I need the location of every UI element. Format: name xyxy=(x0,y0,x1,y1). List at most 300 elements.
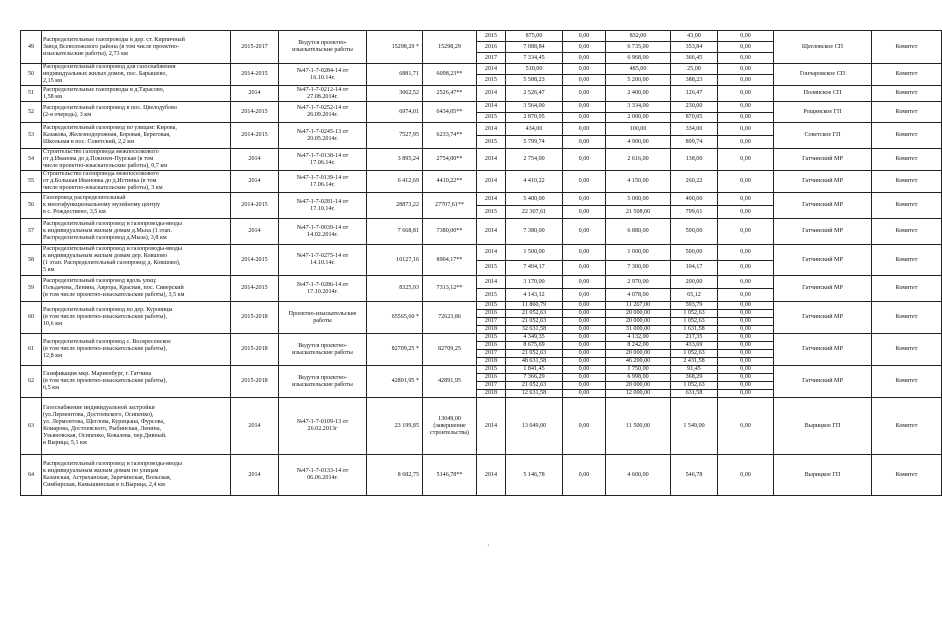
construction-period: 2014-2015 xyxy=(231,123,279,149)
customer: Комитет xyxy=(872,86,942,102)
customer: Комитет xyxy=(872,102,942,123)
total-amount: 5 146,78 xyxy=(506,455,563,496)
estimated-cost: 3062,52 xyxy=(367,86,423,102)
description-line: (2-я очередь), 3 км xyxy=(43,112,92,118)
total-amount: 21 052,63 xyxy=(506,310,563,318)
federal-budget: 0,00 xyxy=(563,318,606,326)
local-budget: 217,35 xyxy=(671,334,718,342)
local-budget: 25,00 xyxy=(671,64,718,75)
local-budget: 1 052,63 xyxy=(671,318,718,326)
local-budget: 368,29 xyxy=(671,374,718,382)
estimated-cost: 42891,95 * xyxy=(367,366,423,398)
total-amount: 1 500,00 xyxy=(506,245,563,261)
permit-line: №47-1-7-0245-13 от xyxy=(296,128,349,135)
customer: Комитет xyxy=(872,123,942,149)
total-amount: 4 143,12 xyxy=(506,289,563,302)
object-description xyxy=(42,366,231,398)
local-budget: 1 052,63 xyxy=(671,382,718,390)
year: 2014 xyxy=(477,149,506,171)
permit-line: изыскательские работы xyxy=(292,349,353,356)
description-line: Строительство газопровода межпоселкового xyxy=(43,149,159,155)
total-amount: 1 841,45 xyxy=(506,366,563,374)
permit-document xyxy=(279,171,367,193)
permit-line: Ведутся проектно- xyxy=(298,342,347,349)
federal-budget: 0,00 xyxy=(563,358,606,366)
permit-line: №47-1-7-0039-14 от xyxy=(296,224,349,231)
year: 2014 xyxy=(477,123,506,136)
year: 2016 xyxy=(477,374,506,382)
municipality: Гатчинский МР xyxy=(774,366,872,398)
table-row xyxy=(21,398,942,455)
description-line: изыскательские работы), 2,73 км xyxy=(43,50,128,57)
year: 2018 xyxy=(477,326,506,334)
permit-line: №47-1-7-0275-14 от xyxy=(296,253,349,259)
federal-budget: 0,00 xyxy=(563,398,606,455)
local-budget: 230,00 xyxy=(671,102,718,113)
federal-budget: 0,00 xyxy=(563,366,606,374)
local-budget: 1 052,63 xyxy=(671,350,718,358)
description-line: от д.Большая Ивановка до д.Истинка (в том xyxy=(43,178,157,184)
permit-document xyxy=(279,334,367,366)
customer: Комитет xyxy=(872,334,942,366)
total-amount: 22 307,61 xyxy=(506,206,563,219)
permit-document xyxy=(279,219,367,245)
regional-budget: 8 242,00 xyxy=(606,342,671,350)
regional-budget: 4 900,00 xyxy=(606,136,671,149)
other-sources: 0,00 xyxy=(718,350,774,358)
customer: Комитет xyxy=(872,193,942,219)
object-description xyxy=(42,398,231,455)
customer: Комитет xyxy=(872,398,942,455)
federal-budget: 0,00 xyxy=(563,75,606,86)
year: 2017 xyxy=(477,53,506,64)
federal-budget: 0,00 xyxy=(563,390,606,398)
federal-budget: 0,00 xyxy=(563,455,606,496)
description-line: Казанская, Астраханская, Заречинская, Вольская, xyxy=(43,475,172,481)
other-sources: 0,00 xyxy=(718,334,774,342)
municipality: Вырицкое ГП xyxy=(774,398,872,455)
other-sources: 0,00 xyxy=(718,374,774,382)
total-amount: 7 088,84 xyxy=(506,42,563,53)
permit-document xyxy=(279,102,367,123)
federal-budget: 0,00 xyxy=(563,123,606,136)
permit-document xyxy=(279,398,367,455)
description-line: (в том числе проектно-изыскательские работы), xyxy=(43,314,167,320)
construction-period: 2015-2018 xyxy=(231,334,279,366)
other-sources: 0,00 xyxy=(718,136,774,149)
estimated-cost: 82709,25 * xyxy=(367,334,423,366)
municipality: Гатчинский МР xyxy=(774,149,872,171)
local-budget: 870,05 xyxy=(671,112,718,123)
permit-line: 06.06.2014г. xyxy=(307,475,338,481)
row-number: 64 xyxy=(21,455,42,496)
local-budget: 2 431,58 xyxy=(671,358,718,366)
federal-budget: 0,00 xyxy=(563,289,606,302)
regional-budget: 11 267,00 xyxy=(606,302,671,310)
estimated-cost: 7 668,81 xyxy=(367,219,423,245)
permit-document xyxy=(279,64,367,86)
customer: Комитет xyxy=(872,171,942,193)
description-line: (ул.Лермонтова, Достоевского, Осипенко), xyxy=(43,412,154,418)
municipality: Полянское СП xyxy=(774,86,872,102)
municipality: Щегловское СП xyxy=(774,31,872,64)
local-budget: 388,23 xyxy=(671,75,718,86)
estimated-cost: 28873,22 xyxy=(367,193,423,219)
description-line: Школьная в пос. Советский, 2,2 км xyxy=(43,139,135,145)
total-amount: 21 052,63 xyxy=(506,350,563,358)
table-row xyxy=(21,455,942,496)
year: 2014 xyxy=(477,219,506,245)
customer: Комитет xyxy=(872,455,942,496)
row-number: 52 xyxy=(21,102,42,123)
customer: Комитет xyxy=(872,245,942,276)
construction-period: 2014-2015 xyxy=(231,245,279,276)
total-amount: 2 526,47 xyxy=(506,86,563,102)
customer: Комитет xyxy=(872,276,942,302)
local-budget: 65,12 xyxy=(671,289,718,302)
object-description xyxy=(42,334,231,366)
customer: Комитет xyxy=(872,219,942,245)
permit-document xyxy=(279,31,367,64)
description-line: (в том числе проектно-изыскательские работы), xyxy=(43,378,167,384)
year: 2015 xyxy=(477,75,506,86)
federal-budget: 0,00 xyxy=(563,260,606,276)
row-number: 53 xyxy=(21,123,42,149)
municipality: Гатчинский МР xyxy=(774,219,872,245)
year: 2014 xyxy=(477,64,506,75)
other-sources: 0,00 xyxy=(718,193,774,206)
federal-budget: 0,00 xyxy=(563,310,606,318)
funding-limit-line: 13049,00 xyxy=(438,415,461,422)
construction-period: 2015-2017 xyxy=(231,31,279,64)
object-description xyxy=(42,193,231,219)
estimated-cost: 6974,01 xyxy=(367,102,423,123)
regional-budget: 7 300,00 xyxy=(606,260,671,276)
local-budget: 138,00 xyxy=(671,149,718,171)
funding-limit: 7380,00** xyxy=(423,219,477,245)
permit-line: №47-1-7-0286-14 от xyxy=(296,281,349,288)
permit-line: изыскательские работы xyxy=(292,381,353,388)
total-amount: 5 799,74 xyxy=(506,136,563,149)
regional-budget: 21 508,00 xyxy=(606,206,671,219)
federal-budget: 0,00 xyxy=(563,326,606,334)
local-budget: 1 052,63 xyxy=(671,310,718,318)
total-amount: 4 410,22 xyxy=(506,171,563,193)
other-sources: 0,00 xyxy=(718,219,774,245)
total-amount: 11 860,79 xyxy=(506,302,563,310)
federal-budget: 0,00 xyxy=(563,42,606,53)
regional-budget: 100,00 xyxy=(606,123,671,136)
year: 2015 xyxy=(477,136,506,149)
other-sources: 0,00 xyxy=(718,276,774,289)
other-sources: 0,00 xyxy=(718,171,774,193)
other-sources: 0,00 xyxy=(718,123,774,136)
other-sources: 0,00 xyxy=(718,318,774,326)
table-row xyxy=(21,302,942,310)
local-budget: 260,22 xyxy=(671,171,718,193)
table-row xyxy=(21,334,942,342)
object-description xyxy=(42,149,231,171)
other-sources: 0,00 xyxy=(718,302,774,310)
year: 2014 xyxy=(477,86,506,102)
municipality: Вырицкое ГП xyxy=(774,455,872,496)
municipality: Гатчинский МР xyxy=(774,171,872,193)
customer: Комитет xyxy=(872,31,942,64)
regional-budget: 4 132,00 xyxy=(606,334,671,342)
regional-budget: 5 000,00 xyxy=(606,193,671,206)
other-sources: 0,00 xyxy=(718,102,774,113)
total-amount: 13 049,00 xyxy=(506,398,563,455)
local-budget: 500,00 xyxy=(671,245,718,261)
year: 2016 xyxy=(477,310,506,318)
year: 2015 xyxy=(477,112,506,123)
object-description xyxy=(42,102,231,123)
total-amount: 875,00 xyxy=(506,31,563,42)
scan-speck: · xyxy=(487,541,490,550)
other-sources: 0,00 xyxy=(718,260,774,276)
description-line: Ульяновская, Осипенко, Ковалева, пер.Дивный. xyxy=(43,433,167,439)
estimated-cost: 23 199,85 xyxy=(367,398,423,455)
permit-line: работы xyxy=(313,317,332,324)
construction-period: 2015-2018 xyxy=(231,302,279,334)
program-table xyxy=(20,30,942,496)
object-description xyxy=(42,64,231,86)
row-number: 59 xyxy=(21,276,42,302)
permit-line: 27.08.2014г. xyxy=(307,93,338,100)
regional-budget: 6 880,00 xyxy=(606,219,671,245)
total-amount: 21 052,63 xyxy=(506,382,563,390)
construction-period: 2014 xyxy=(231,171,279,193)
description-line: Казакова, Железнодорожная, Боровая, Береговая, xyxy=(43,132,171,138)
estimated-cost: 15298,29 * xyxy=(367,31,423,64)
description-line: Газификация мкр. Мариенбург, г. Гатчина xyxy=(43,371,152,377)
other-sources: 0,00 xyxy=(718,398,774,455)
year: 2015 xyxy=(477,334,506,342)
regional-budget: 2 970,00 xyxy=(606,276,671,289)
permit-document xyxy=(279,302,367,334)
municipality: Гончаровское СП xyxy=(774,64,872,86)
description-line: ул. Лермонтова, Щеглова, Курицына, Фурсова, xyxy=(43,419,165,425)
regional-budget: 46 200,00 xyxy=(606,358,671,366)
funding-limit: 6434,05** xyxy=(423,102,477,123)
municipality: Советское ГП xyxy=(774,123,872,149)
permit-document xyxy=(279,149,367,171)
regional-budget: 4 600,00 xyxy=(606,455,671,496)
federal-budget: 0,00 xyxy=(563,382,606,390)
construction-period: 2014-2015 xyxy=(231,102,279,123)
description-line: (в том числе проектно-изыскательские работы), xyxy=(43,346,167,352)
federal-budget: 0,00 xyxy=(563,342,606,350)
description-line: Распределительный газопровод по улицам: Кирова, xyxy=(43,125,177,131)
description-line: 2,15 км xyxy=(43,78,63,84)
customer: Комитет xyxy=(872,366,942,398)
regional-budget: 1 000,00 xyxy=(606,245,671,261)
table-row xyxy=(21,64,942,75)
permit-document xyxy=(279,276,367,302)
year: 2015 xyxy=(477,31,506,42)
estimated-cost: 65565,60 * xyxy=(367,302,423,334)
funding-limit: 15298,29 xyxy=(423,31,477,64)
local-budget: 353,84 xyxy=(671,42,718,53)
description-line: 5 км xyxy=(43,267,55,273)
other-sources: 0,00 xyxy=(718,245,774,261)
permit-line: №47-1-7-0133-14 от xyxy=(296,468,349,474)
year: 2014 xyxy=(477,398,506,455)
description-line: Распределительный газопровод с. Воскресенское xyxy=(43,339,171,345)
federal-budget: 0,00 xyxy=(563,245,606,261)
other-sources: 0,00 xyxy=(718,86,774,102)
other-sources: 0,00 xyxy=(718,112,774,123)
description-line: к индивидуальным жилым домам дер. Ковшово xyxy=(43,253,168,259)
other-sources: 0,00 xyxy=(718,53,774,64)
regional-budget: 20 000,00 xyxy=(606,318,671,326)
row-number: 58 xyxy=(21,245,42,276)
funding-limit-line: (завершение xyxy=(433,422,466,429)
construction-period: 2014 xyxy=(231,455,279,496)
local-budget: 546,78 xyxy=(671,455,718,496)
table-row xyxy=(21,149,942,171)
permit-line: 20.05.2014г. xyxy=(307,135,338,142)
federal-budget: 0,00 xyxy=(563,350,606,358)
federal-budget: 0,00 xyxy=(563,302,606,310)
local-budget: 43,00 xyxy=(671,31,718,42)
year: 2017 xyxy=(477,382,506,390)
funding-limit: 6098,23** xyxy=(423,64,477,86)
regional-budget: 2 400,00 xyxy=(606,86,671,102)
row-number: 54 xyxy=(21,149,42,171)
local-budget: 334,00 xyxy=(671,123,718,136)
regional-budget: 20 000,00 xyxy=(606,382,671,390)
other-sources: 0,00 xyxy=(718,42,774,53)
permit-line: Ведутся проектно- xyxy=(298,40,347,46)
object-description xyxy=(42,219,231,245)
funding-limit: 42891,95 xyxy=(423,366,477,398)
local-budget: 799,61 xyxy=(671,206,718,219)
description-line: Распределительный газопровод в пос. Цвелодубово xyxy=(43,105,178,111)
total-amount: 32 631,58 xyxy=(506,326,563,334)
row-number: 55 xyxy=(21,171,42,193)
total-amount: 434,00 xyxy=(506,123,563,136)
permit-line: 26.09.2014г. xyxy=(307,112,338,118)
object-description xyxy=(42,302,231,334)
description-line: Распределительный газопровод вдоль улиц: xyxy=(43,278,157,284)
description-line: Распределительный газопровод по дер. Куровицы xyxy=(43,307,173,313)
funding-limit: 7313,12** xyxy=(423,276,477,302)
federal-budget: 0,00 xyxy=(563,206,606,219)
federal-budget: 0,00 xyxy=(563,64,606,75)
row-number: 49 xyxy=(21,31,42,64)
federal-budget: 0,00 xyxy=(563,193,606,206)
customer: Комитет xyxy=(872,64,942,86)
description-line: 6,5 км xyxy=(43,385,59,391)
description-line: в с. Рождествено, 3,5 км xyxy=(43,209,106,215)
regional-budget: 11 500,00 xyxy=(606,398,671,455)
regional-budget: 4 150,00 xyxy=(606,171,671,193)
funding-limit: 27707,61** xyxy=(423,193,477,219)
year: 2015 xyxy=(477,302,506,310)
funding-limit xyxy=(423,398,477,455)
regional-budget: 485,00 xyxy=(606,64,671,75)
construction-period: 2014 xyxy=(231,149,279,171)
description-line: к многофункциональному музейному центру xyxy=(43,202,161,208)
description-line: от д.Иванова до д.Покизен-Пурская (в том xyxy=(43,156,154,162)
estimated-cost: 6 412,69 xyxy=(367,171,423,193)
federal-budget: 0,00 xyxy=(563,374,606,382)
local-budget: 104,17 xyxy=(671,260,718,276)
total-amount: 48 631,58 xyxy=(506,358,563,366)
construction-period: 2015-2018 xyxy=(231,366,279,398)
description-line: Распределительный газопровод и газопроводы-вводы xyxy=(43,246,182,252)
row-number: 63 xyxy=(21,398,42,455)
funding-limit: 4410,22** xyxy=(423,171,477,193)
description-line: Распределительный газопровод для газоснабжения xyxy=(43,64,176,70)
other-sources: 0,00 xyxy=(718,149,774,171)
other-sources: 0,00 xyxy=(718,390,774,398)
description-line: к индивидуальным жилым домам по улицам xyxy=(43,468,159,474)
regional-budget: 4 078,00 xyxy=(606,289,671,302)
local-budget: 366,45 xyxy=(671,53,718,64)
description-line: Распределительные газопроводы в дер. ст. Кирпичный xyxy=(43,36,185,43)
total-amount: 7 404,17 xyxy=(506,260,563,276)
permit-line: №47-1-7-0284-14 от xyxy=(296,67,349,74)
estimated-cost: 8325,93 xyxy=(367,276,423,302)
estimated-cost: 8 682,75 xyxy=(367,455,423,496)
total-amount: 3 564,00 xyxy=(506,102,563,113)
object-description xyxy=(42,455,231,496)
permit-line: 16.10.14г. xyxy=(310,74,335,81)
row-number: 62 xyxy=(21,366,42,398)
row-number: 56 xyxy=(21,193,42,219)
description-line: Симбирская, Камышинская в п.Вырица, 2,4 км xyxy=(43,482,165,488)
permit-line: №47-1-7-0252-14 от xyxy=(296,105,349,111)
local-budget: 1 549,00 xyxy=(671,398,718,455)
description-line: Распределительный газопровод и газопроводы-вводы xyxy=(43,461,182,467)
object-description xyxy=(42,123,231,149)
permit-line: №47-1-7-0212-14 от xyxy=(296,86,349,93)
description-line: 1,58 км xyxy=(43,93,63,100)
permit-line: 17.10.14г. xyxy=(310,205,335,212)
year: 2015 xyxy=(477,206,506,219)
other-sources: 0,00 xyxy=(718,326,774,334)
estimated-cost: 3 895,24 xyxy=(367,149,423,171)
permit-line: 14.10.14г. xyxy=(310,260,335,266)
object-description xyxy=(42,31,231,64)
description-line: числе проектно-изыскательские работы), 0,7 км xyxy=(43,163,168,169)
table-row xyxy=(21,171,942,193)
year: 2017 xyxy=(477,350,506,358)
federal-budget: 0,00 xyxy=(563,276,606,289)
description-line: числе проектно-изыскательские работы), 3 км xyxy=(43,185,163,191)
description-line: Распределительные газопроводы в д.Тарасово, xyxy=(43,86,165,93)
permit-line: №47-1-7-0138-14 от xyxy=(296,152,349,159)
funding-limit: 2526,47** xyxy=(423,86,477,102)
permit-document xyxy=(279,123,367,149)
table-row xyxy=(21,86,942,102)
funding-limit: 6233,74** xyxy=(423,123,477,149)
regional-budget: 2 616,00 xyxy=(606,149,671,171)
total-amount: 7 334,45 xyxy=(506,53,563,64)
local-budget: 593,79 xyxy=(671,302,718,310)
construction-period: 2014 xyxy=(231,86,279,102)
description-line: (в том числе проектно-изыскательские работы), 3,5 км xyxy=(43,292,185,298)
permit-line: Проектно-изыскательские xyxy=(288,310,357,317)
row-number: 61 xyxy=(21,334,42,366)
row-number: 51 xyxy=(21,86,42,102)
year: 2018 xyxy=(477,358,506,366)
total-amount: 8 675,69 xyxy=(506,342,563,350)
construction-period: 2014 xyxy=(231,219,279,245)
table-row xyxy=(21,366,942,374)
